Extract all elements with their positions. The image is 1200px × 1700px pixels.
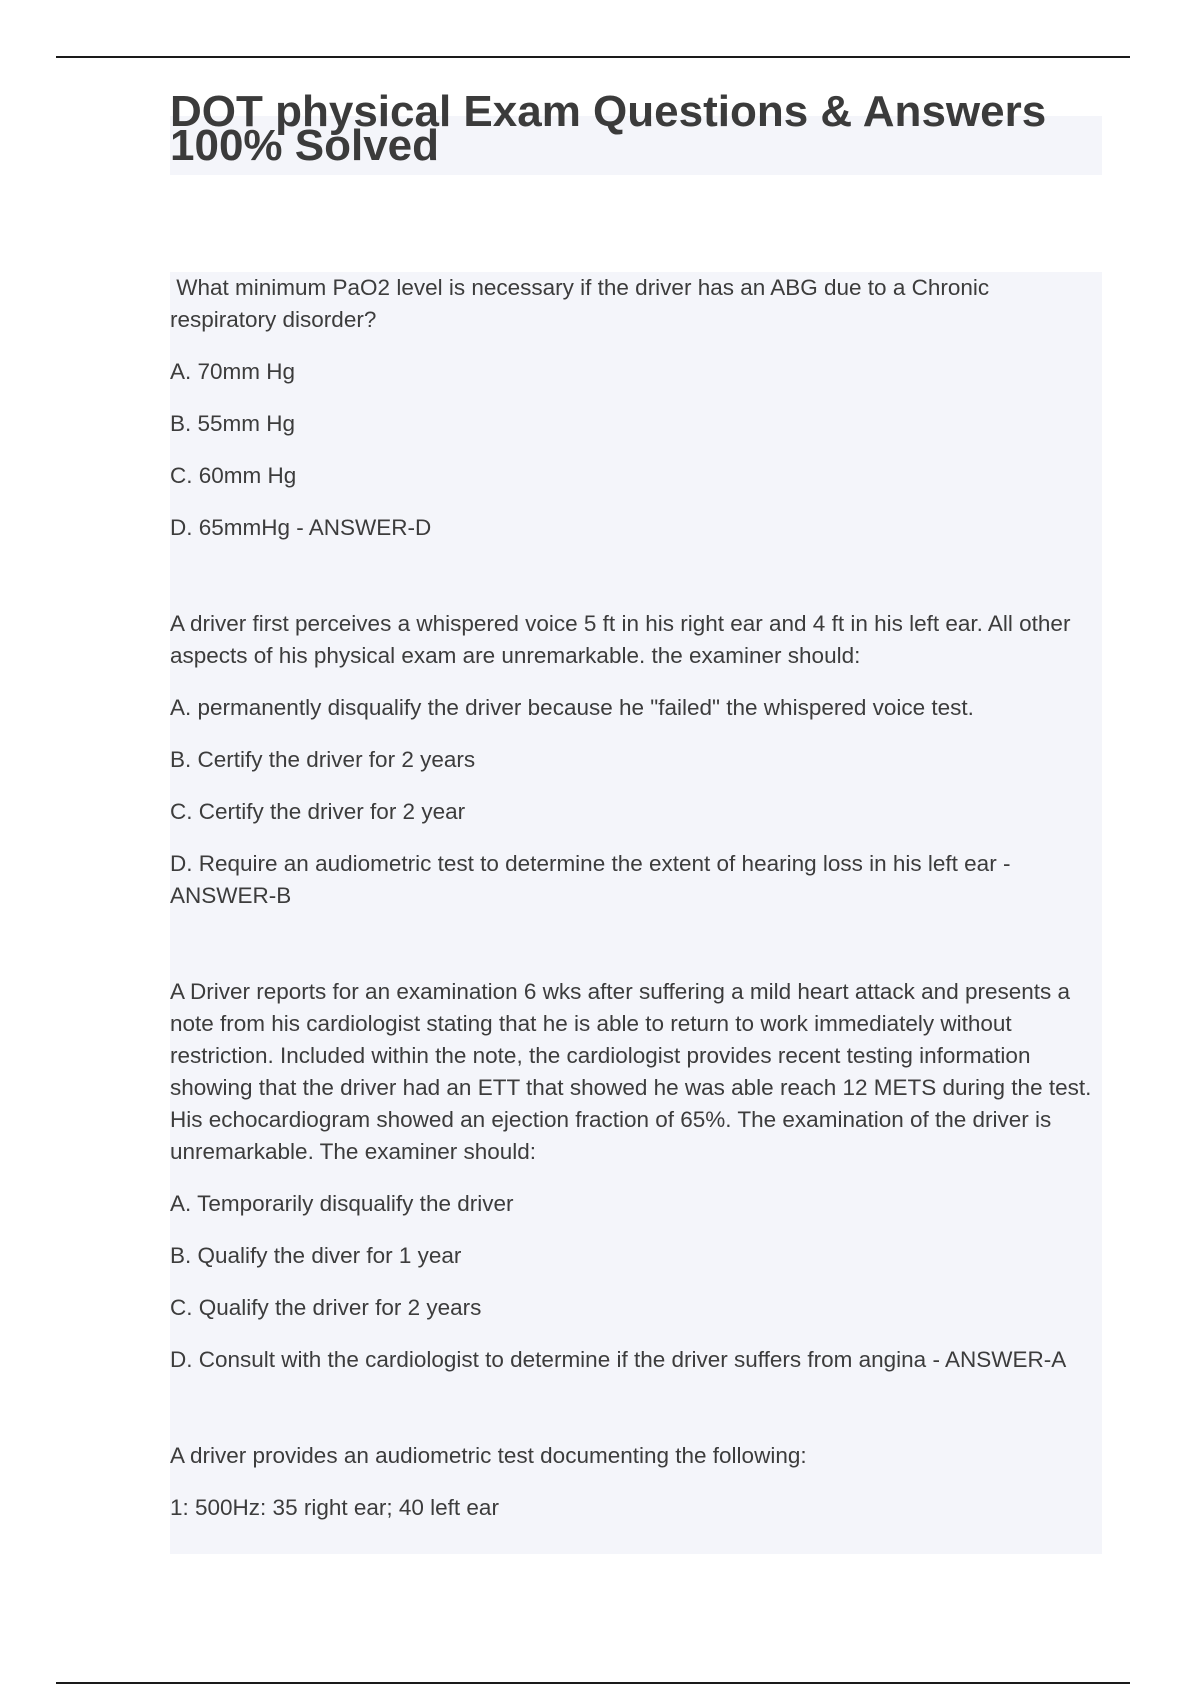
answer-option: D. Consult with the cardiologist to determine if the driver suffers from angina - ANSWER-A: [170, 1347, 1067, 1372]
document-body: [170, 272, 1100, 1524]
question-block-1: [170, 272, 1100, 544]
answer-option: D. 65mmHg - ANSWER-D: [170, 515, 432, 540]
question-text: A driver provides an audiometric test documenting the following:: [170, 1443, 807, 1468]
answer-option: B. Qualify the diver for 1 year: [170, 1243, 462, 1268]
answer-option: B. Certify the driver for 2 years: [170, 747, 476, 772]
question-text: What minimum PaO2 level is necessary if the driver has an ABG due to a Chronic respiratory disorder?: [170, 275, 996, 332]
answer-option: C. Certify the driver for 2 year: [170, 799, 466, 824]
answer-option: A. permanently disqualify the driver because he "failed" the whispered voice test.: [170, 695, 974, 720]
answer-option: 1: 500Hz: 35 right ear; 40 left ear: [170, 1495, 499, 1520]
document-title: DOT physical Exam Questions & Answers 100% Solved: [170, 87, 1047, 170]
answer-option: B. 55mm Hg: [170, 411, 296, 436]
answer-option: C. 60mm Hg: [170, 463, 297, 488]
question-text: A Driver reports for an examination 6 wks after suffering a mild heart attack and presents a note from his cardiologist stating that he is able to return to work immediately without restriction. Included within the note, the cardiologist provides recent testing information showing that the driver had an ETT that showed he was able reach 12 METS during the test. His echocardiogram showed an ejection fraction of 65%. The examination of the driver is unremarkable. The examiner should:: [170, 979, 1092, 1164]
answer-option: A. Temporarily disqualify the driver: [170, 1191, 514, 1216]
answer-option: C. Qualify the driver for 2 years: [170, 1295, 482, 1320]
question-block-2: [170, 608, 1100, 912]
top-rule: [56, 56, 1130, 58]
question-text: A driver first perceives a whispered voice 5 ft in his right ear and 4 ft in his left ear. All other aspects of his physical exam are unremarkable. the examiner should:: [170, 611, 1071, 668]
question-block-4: [170, 1440, 1100, 1524]
answer-option: D. Require an audiometric test to determine the extent of hearing loss in his left ear - ANSWER-B: [170, 851, 1011, 908]
question-block-3: [170, 976, 1100, 1376]
bottom-rule: [56, 1682, 1130, 1684]
answer-option: A. 70mm Hg: [170, 359, 296, 384]
